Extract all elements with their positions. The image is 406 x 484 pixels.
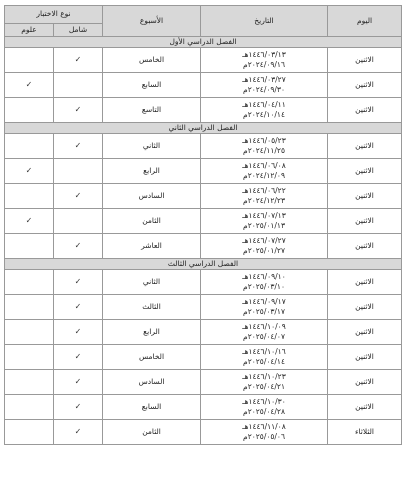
science-cell — [5, 184, 54, 209]
check-icon: ✓ — [74, 191, 82, 201]
gregorian-date: ٢٠٢٤/٠٩/١٦م — [243, 60, 285, 69]
hijri-date: ١٤٤٦/٠٩/١٠هـ — [242, 271, 286, 281]
science-cell — [5, 420, 54, 445]
comprehensive-cell — [54, 159, 103, 184]
hijri-date: ١٤٤٦/٠٩/١٧هـ — [242, 296, 286, 306]
hijri-date: ١٤٤٦/٠٦/٢٢هـ — [242, 185, 286, 195]
hijri-date: ١٤٤٦/١٠/٣٠هـ — [242, 396, 286, 406]
table-row — [5, 420, 402, 445]
date-cell — [201, 159, 328, 184]
check-icon: ✓ — [74, 352, 82, 362]
gregorian-date: ٢٠٢٤/٠٩/٣٠م — [243, 85, 285, 94]
hijri-date: ١٤٤٦/٠٣/٢٧هـ — [242, 74, 286, 84]
date-cell — [201, 184, 328, 209]
hijri-date: ١٤٤٦/٠٧/١٣هـ — [242, 210, 286, 220]
comprehensive-cell — [54, 370, 103, 395]
comprehensive-cell — [54, 134, 103, 159]
week-cell: الرابع — [103, 320, 201, 345]
header-comprehensive: شامل — [54, 24, 103, 37]
week-cell: التاسع — [103, 98, 201, 123]
date-cell — [201, 73, 328, 98]
hijri-date: ١٤٤٦/١٠/٠٩هـ — [242, 321, 286, 331]
hijri-date: ١٤٤٦/١٠/٢٣هـ — [242, 371, 286, 381]
date-cell — [201, 370, 328, 395]
science-cell — [5, 209, 54, 234]
check-icon: ✓ — [25, 216, 33, 226]
science-cell — [5, 295, 54, 320]
gregorian-date: ٢٠٢٤/١١/٢٥م — [243, 146, 285, 155]
comprehensive-cell — [54, 209, 103, 234]
week-cell: الثاني — [103, 134, 201, 159]
science-cell — [5, 234, 54, 259]
comprehensive-cell — [54, 420, 103, 445]
day-cell: الاثنين — [328, 98, 402, 123]
day-cell: الاثنين — [328, 73, 402, 98]
header-day: اليوم — [328, 6, 402, 37]
table-header — [5, 6, 402, 37]
week-cell: السادس — [103, 370, 201, 395]
day-cell: الاثنين — [328, 270, 402, 295]
check-icon: ✓ — [25, 166, 33, 176]
week-cell: الرابع — [103, 159, 201, 184]
date-cell — [201, 48, 328, 73]
table-row — [5, 345, 402, 370]
comprehensive-cell — [54, 234, 103, 259]
table-row — [5, 48, 402, 73]
check-icon: ✓ — [74, 105, 82, 115]
gregorian-date: ٢٠٢٥/٠٥/٠٦م — [243, 432, 285, 441]
day-cell: الثلاثاء — [328, 420, 402, 445]
gregorian-date: ٢٠٢٥/٠١/٢٧م — [243, 246, 285, 255]
week-cell: الثامن — [103, 420, 201, 445]
check-icon: ✓ — [74, 55, 82, 65]
comprehensive-cell — [54, 98, 103, 123]
header-date: التاريخ — [201, 6, 328, 37]
date-cell — [201, 320, 328, 345]
day-cell: الاثنين — [328, 345, 402, 370]
gregorian-date: ٢٠٢٥/٠٤/٢١م — [243, 382, 285, 391]
date-cell — [201, 345, 328, 370]
check-icon: ✓ — [74, 141, 82, 151]
week-cell: الخامس — [103, 48, 201, 73]
science-cell — [5, 159, 54, 184]
check-icon: ✓ — [74, 427, 82, 437]
check-icon: ✓ — [25, 80, 33, 90]
hijri-date: ١٤٤٦/١٠/١٦هـ — [242, 346, 286, 356]
science-cell — [5, 73, 54, 98]
table-row — [5, 320, 402, 345]
day-cell: الاثنين — [328, 320, 402, 345]
comprehensive-cell — [54, 73, 103, 98]
week-cell: العاشر — [103, 234, 201, 259]
hijri-date: ١٤٤٦/٠٦/٠٨هـ — [242, 160, 286, 170]
section-row — [5, 37, 402, 48]
week-cell: الثاني — [103, 270, 201, 295]
week-cell: السابع — [103, 73, 201, 98]
hijri-date: ١٤٤٦/٠٤/١١هـ — [242, 99, 286, 109]
gregorian-date: ٢٠٢٤/١٢/٠٩م — [243, 171, 285, 180]
table-row — [5, 395, 402, 420]
science-cell — [5, 370, 54, 395]
science-cell — [5, 320, 54, 345]
date-cell — [201, 270, 328, 295]
week-cell: الثامن — [103, 209, 201, 234]
gregorian-date: ٢٠٢٤/١٠/١٤م — [243, 110, 285, 119]
table-row — [5, 184, 402, 209]
science-cell — [5, 345, 54, 370]
header-week: الأسبوع — [103, 6, 201, 37]
table-row — [5, 234, 402, 259]
science-cell — [5, 270, 54, 295]
header-science: علوم — [5, 24, 54, 37]
section-title: الفصل الدراسي الثالث — [5, 259, 402, 270]
exam-schedule-table — [4, 5, 402, 445]
comprehensive-cell — [54, 345, 103, 370]
check-icon: ✓ — [74, 377, 82, 387]
day-cell: الاثنين — [328, 395, 402, 420]
day-cell: الاثنين — [328, 134, 402, 159]
gregorian-date: ٢٠٢٥/٠٤/٠٧م — [243, 332, 285, 341]
week-cell: الثالث — [103, 295, 201, 320]
date-cell — [201, 134, 328, 159]
comprehensive-cell — [54, 270, 103, 295]
table-row — [5, 98, 402, 123]
header-exam-type: نوع الاختبار — [5, 6, 103, 24]
hijri-date: ١٤٤٦/١١/٠٨هـ — [242, 421, 286, 431]
gregorian-date: ٢٠٢٥/٠٣/١٧م — [243, 307, 285, 316]
day-cell: الاثنين — [328, 48, 402, 73]
gregorian-date: ٢٠٢٥/٠٤/١٤م — [243, 357, 285, 366]
gregorian-date: ٢٠٢٥/٠٤/٢٨م — [243, 407, 285, 416]
date-cell — [201, 98, 328, 123]
table-row — [5, 73, 402, 98]
check-icon: ✓ — [74, 327, 82, 337]
table-body — [5, 37, 402, 445]
table-row — [5, 295, 402, 320]
science-cell — [5, 48, 54, 73]
table-row — [5, 134, 402, 159]
check-icon: ✓ — [74, 302, 82, 312]
section-row — [5, 123, 402, 134]
hijri-date: ١٤٤٦/٠٧/٢٧هـ — [242, 235, 286, 245]
date-cell — [201, 395, 328, 420]
date-cell — [201, 420, 328, 445]
date-cell — [201, 209, 328, 234]
science-cell — [5, 134, 54, 159]
comprehensive-cell — [54, 295, 103, 320]
check-icon: ✓ — [74, 277, 82, 287]
gregorian-date: ٢٠٢٥/٠٣/١٠م — [243, 282, 285, 291]
comprehensive-cell — [54, 48, 103, 73]
day-cell: الاثنين — [328, 184, 402, 209]
date-cell — [201, 295, 328, 320]
day-cell: الاثنين — [328, 234, 402, 259]
day-cell: الاثنين — [328, 295, 402, 320]
section-title: الفصل الدراسي الثاني — [5, 123, 402, 134]
date-cell — [201, 234, 328, 259]
week-cell: السابع — [103, 395, 201, 420]
comprehensive-cell — [54, 395, 103, 420]
week-cell: الخامس — [103, 345, 201, 370]
table-row — [5, 270, 402, 295]
week-cell: السادس — [103, 184, 201, 209]
comprehensive-cell — [54, 184, 103, 209]
day-cell: الاثنين — [328, 209, 402, 234]
table-row — [5, 370, 402, 395]
table-row — [5, 159, 402, 184]
comprehensive-cell — [54, 320, 103, 345]
science-cell — [5, 98, 54, 123]
check-icon: ✓ — [74, 402, 82, 412]
section-row — [5, 259, 402, 270]
hijri-date: ١٤٤٦/٠٣/١٣هـ — [242, 49, 286, 59]
check-icon: ✓ — [74, 241, 82, 251]
section-title: الفصل الدراسي الأول — [5, 37, 402, 48]
table-row — [5, 209, 402, 234]
day-cell: الاثنين — [328, 159, 402, 184]
hijri-date: ١٤٤٦/٠٥/٢٣هـ — [242, 135, 286, 145]
day-cell: الاثنين — [328, 370, 402, 395]
gregorian-date: ٢٠٢٤/١٢/٢٣م — [243, 196, 285, 205]
science-cell — [5, 395, 54, 420]
gregorian-date: ٢٠٢٥/٠١/١٣م — [243, 221, 285, 230]
